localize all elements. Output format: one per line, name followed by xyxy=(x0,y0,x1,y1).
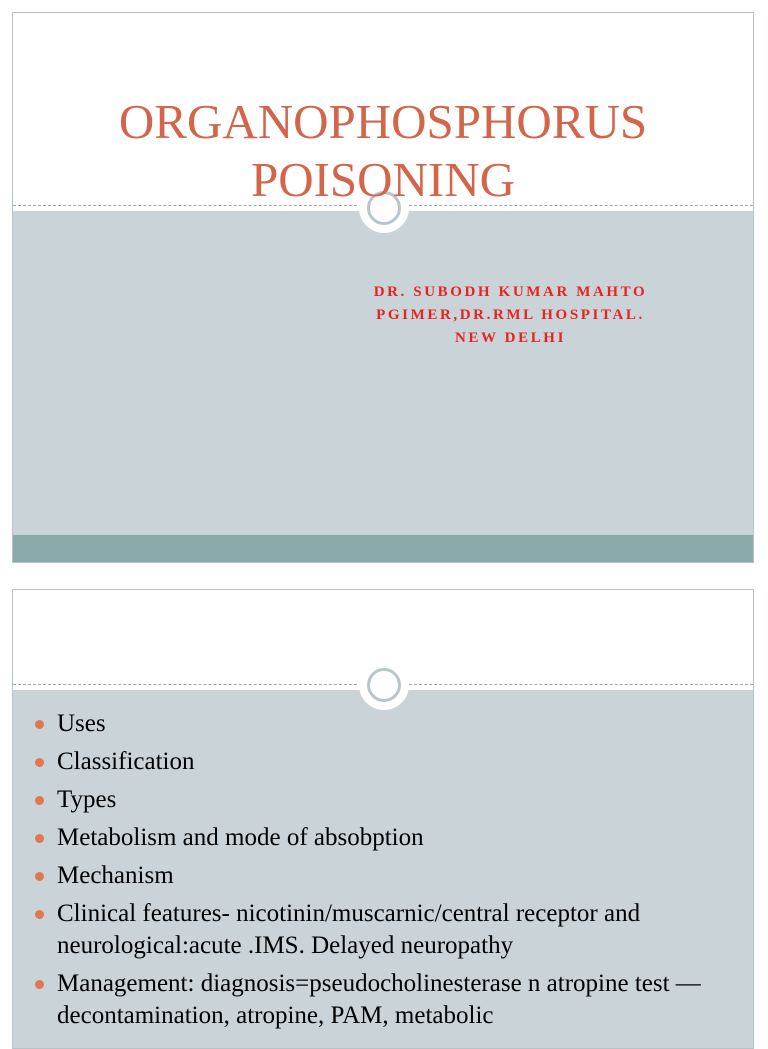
slide-body-area xyxy=(13,211,753,537)
bullet-dot-icon xyxy=(35,872,44,881)
slide-subtitle xyxy=(313,281,708,350)
list-item xyxy=(31,784,743,816)
list-item xyxy=(31,708,743,740)
list-item-text: Management: diagnosis=pseudocholinesterase n atropine test —decontamination, atropine, PAM, metabolic xyxy=(57,970,701,1029)
ring-icon xyxy=(359,660,409,710)
subtitle-institution: PGIMER,DR.RML HOSPITAL. xyxy=(376,307,645,323)
bullet-dot-icon xyxy=(35,980,44,989)
list-item-text: Types xyxy=(57,786,117,813)
list-item-text: Metabolism and mode of absobption xyxy=(57,824,424,851)
bullet-dot-icon xyxy=(35,720,44,729)
subtitle-author: DR. SUBODH KUMAR MAHTO xyxy=(373,284,648,300)
list-item xyxy=(31,968,743,1032)
slide-footer-bar xyxy=(13,535,753,562)
bullet-dot-icon xyxy=(35,758,44,767)
subtitle-city: NEW DELHI xyxy=(454,330,567,346)
list-item-text: Clinical features- nicotinin/muscarnic/central receptor and neurological:acute .IMS. Delayed neuropathy xyxy=(57,900,641,959)
bullet-dot-icon xyxy=(35,834,44,843)
bullet-dot-icon xyxy=(35,796,44,805)
list-item xyxy=(31,822,743,854)
list-item-text: Uses xyxy=(57,710,106,737)
title-slide xyxy=(12,12,754,563)
bullet-dot-icon xyxy=(35,910,44,919)
list-item-text: Mechanism xyxy=(57,862,174,889)
list-item xyxy=(31,860,743,892)
slide-title: ORGANOPHOSPHORUS POISONING xyxy=(118,94,648,207)
outline-slide xyxy=(12,589,754,1049)
list-item xyxy=(31,746,743,778)
list-item-text: Classification xyxy=(57,748,195,775)
bullet-list xyxy=(31,708,743,1038)
list-item xyxy=(31,898,743,962)
